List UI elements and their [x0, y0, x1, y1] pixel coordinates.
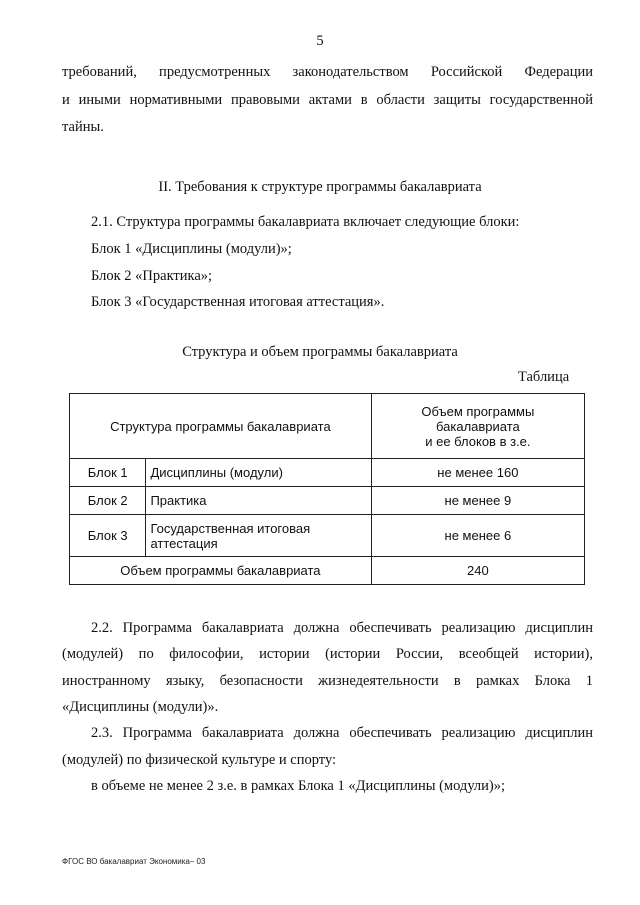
section-2-2-line-1: 2.2. Программа бакалавриата должна обеспечивать реализацию дисциплин — [91, 620, 593, 636]
header-volume-line: и ее блоков в з.е. — [425, 433, 531, 449]
header-volume-line: бакалавриата — [435, 418, 520, 434]
section-2-3-line-1: 2.3. Программа бакалавриата должна обеспечивать реализацию дисциплин — [91, 725, 593, 741]
section-2-3-line-3: в объеме не менее 2 з.е. в рамках Блока 1 «Дисциплины (модули)»; — [91, 778, 506, 794]
table-row — [70, 487, 585, 515]
table-row — [70, 515, 585, 557]
row-volume: не менее 160 — [371, 459, 584, 487]
row-block: Блок 3 — [70, 515, 146, 557]
row-name-line: аттестация — [150, 535, 218, 551]
row-name: Дисциплины (модули) — [146, 459, 371, 487]
structure-table — [69, 393, 585, 585]
total-label: Объем программы бакалавриата — [70, 557, 372, 585]
intro-line-3: тайны. — [62, 119, 104, 135]
section-2-2-line-4: «Дисциплины (модули)». — [62, 699, 219, 715]
section-2-3-line-2: (модулей) по физической культуре и спорту: — [62, 752, 337, 768]
table-title: Структура и объем программы бакалавриата — [182, 344, 458, 360]
table-label: Таблица — [518, 369, 570, 385]
section-2-2-line-2: (модулей) по философии, истории (истории России, всеобщей истории), — [62, 646, 593, 662]
row-volume: не менее 9 — [371, 487, 584, 515]
page-footer: ФГОС ВО бакалавриат Экономика– 03 — [62, 857, 206, 866]
section-heading: II. Требования к структуре программы бакалавриата — [158, 179, 482, 195]
intro-line-1: требований, предусмотренных законодательством Российской Федерации — [62, 64, 593, 80]
row-block: Блок 2 — [70, 487, 146, 515]
block-1-item: Блок 1 «Дисциплины (модули)»; — [91, 241, 292, 257]
block-2-item: Блок 2 «Практика»; — [91, 268, 213, 284]
row-name — [146, 515, 371, 557]
section-2-2-line-3: иностранному языку, безопасности жизнедеятельности в рамках Блока 1 — [62, 673, 593, 689]
page-number: 5 — [316, 33, 324, 49]
total-value: 240 — [371, 557, 584, 585]
row-name: Практика — [146, 487, 371, 515]
row-name-line: Государственная итоговая — [150, 520, 311, 536]
block-3-item: Блок 3 «Государственная итоговая аттестация». — [91, 294, 385, 310]
row-block: Блок 1 — [70, 459, 146, 487]
header-volume — [371, 394, 584, 459]
header-volume-line: Объем программы — [421, 403, 535, 419]
header-structure: Структура программы бакалавриата — [70, 394, 372, 459]
intro-line-2: и иными нормативными правовыми актами в области защиты государственной — [62, 92, 593, 108]
row-volume: не менее 6 — [371, 515, 584, 557]
table-row — [70, 459, 585, 487]
section-2-1-lead: 2.1. Структура программы бакалавриата включает следующие блоки: — [91, 214, 520, 230]
table-total-row — [70, 557, 585, 585]
table-header-row — [70, 394, 585, 459]
